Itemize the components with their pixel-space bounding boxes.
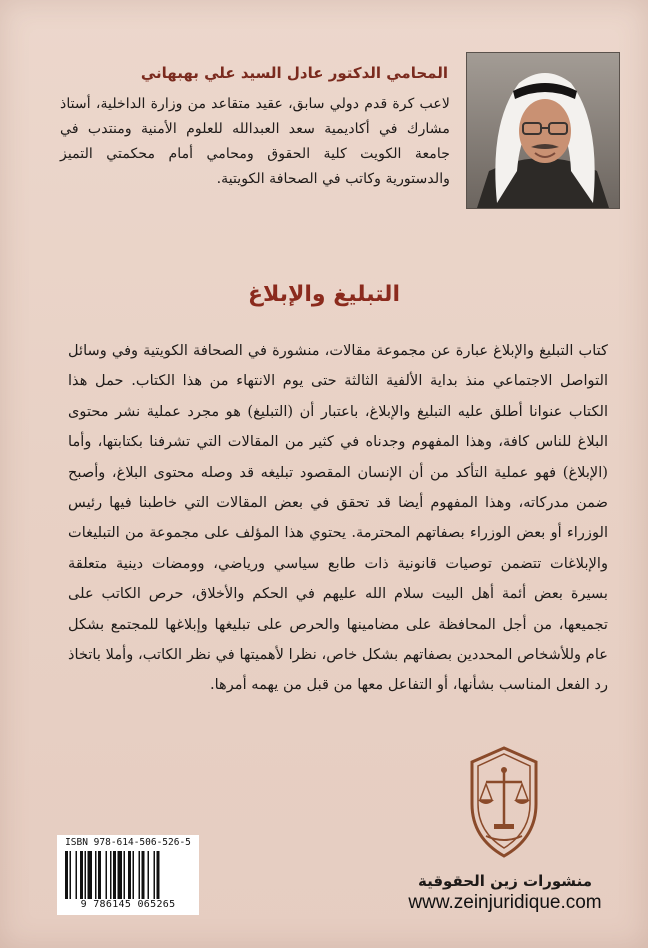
- barcode-bars: [65, 851, 193, 899]
- author-portrait-image: [467, 53, 619, 208]
- book-title: التبليغ والإبلاغ: [247, 282, 400, 307]
- publisher-name: منشورات زين الحقوقية: [418, 872, 592, 890]
- author-bio: لاعب كرة قدم دولي سابق، عقيد متقاعد من وزارة الداخلية، أستاذ مشارك في أكاديمية سعد العبدالله للعلوم الأمنية ومنتدب في جامعة الكويت كلية الحقوق ومحامي أمام محكمتي التميز والدستورية وكاتب في الصحافة الكويتية.: [60, 96, 450, 187]
- publisher-website[interactable]: www.zeinjuridique.com: [408, 892, 602, 913]
- scales-of-justice-icon: [456, 742, 552, 864]
- author-photo: [466, 52, 620, 209]
- book-blurb: كتاب التبليغ والإبلاغ عبارة عن مجموعة مقالات، منشورة في الصحافة الكويتية وفي وسائل التواصل الاجتماعي منذ بداية الألفية الثالثة حتى يوم الانتهاء من هذا الكتاب. حمل هذا الكتاب عنوانا أطلق عليه التبليغ والإبلاغ، باعتبار أن (التبليغ) هو مجرد عملية نشر محتوى البلاغ للناس كافة، وهذا المفهوم وجدناه في كثير من المقالات التي تشرفنا بكتابتها، وأما (الإبلاغ) فهو عملية التأكد من أن الإنسان المقصود تبليغه قد وصله محتوى البلاغ، وأصبح ضمن مدركاته، وهذا المفهوم أيضا قد تحقق في بعض المقالات التي خاطبنا فيها رئيس الوزراء أو بعض الوزراء بصفاتهم المحترمة. يحتوي هذا المؤلف على مجموعة من التبليغات والإبلاغات تتضمن توصيات قانونية ذات طابع سياسي ورياضي، وومضات دينية متعلقة بسيرة بعض أئمة أهل البيت سلام الله عليهم في الحكم والأخلاق، حرص الكاتب على تجميعها، من أجل المحافظة على مضامينها والحرص على تبليغها وإبلاغها للمجتمع بشكل عام وللأشخاص المحددين بصفاتهم بشكل خاص، نظرا لأهميتها في نظر الكاتب، وأملا باتخاذ رد الفعل المناسب بشأنها، أو التفاعل معها من قبل من يهمه أمرها.: [68, 342, 608, 694]
- isbn-barcode: [57, 835, 199, 915]
- barcode-digits: 9 786145 065265: [80, 899, 176, 910]
- isbn-label: ISBN 978-614-506-526-5: [65, 837, 191, 848]
- publisher-logo: [456, 742, 552, 864]
- author-name: المحامي الدكتور عادل السيد علي بهبهاني: [140, 64, 448, 82]
